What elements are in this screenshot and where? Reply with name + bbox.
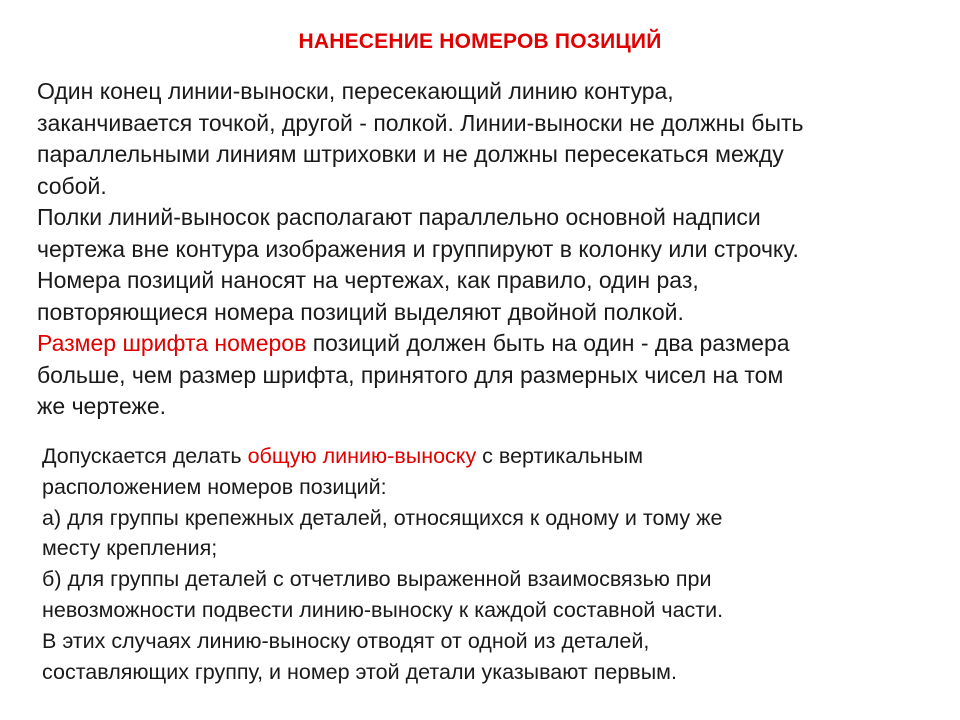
- text-line: параллельными линиям штриховки и не должны пересекаться между: [37, 141, 784, 167]
- highlight-font-size: Размер шрифта номеров: [37, 330, 307, 356]
- text-fragment: с вертикальным: [476, 444, 644, 468]
- list-item-b: б) для группы деталей с отчетливо выраженной взаимосвязью при: [42, 567, 712, 592]
- text-line: Полки линий-выносок располагают параллельно основной надписи: [37, 204, 761, 230]
- text-line: повторяющиеся номера позиций выделяют двойной полкой.: [37, 298, 684, 325]
- text-line-font-size: [37, 328, 937, 360]
- text-line: составляющих группу, и номер этой детали указывают первым.: [42, 659, 677, 684]
- text-line: чертежа вне контура изображения и группируют в колонку или строчку.: [37, 235, 799, 262]
- text-line: расположением номеров позиций:: [42, 474, 387, 499]
- text-line: месту крепления;: [42, 536, 218, 561]
- highlight-common-leader: общую линию-выноску: [247, 444, 477, 468]
- text-line: заканчивается точкой, другой - полкой. Линии-выноски не должны быть: [37, 109, 804, 136]
- slide-title: НАНЕСЕНИЕ НОМЕРОВ ПОЗИЦИЙ: [298, 30, 662, 53]
- text-line: же чертеже.: [37, 393, 167, 419]
- text-line: В этих случаях линию-выноску отводят от одной из деталей,: [42, 628, 650, 653]
- text-fragment: позиций должен быть на один - два размера: [306, 330, 790, 356]
- text-line: Один конец линии-выноски, пересекающий линию контура,: [37, 78, 674, 104]
- text-line: Номера позиций наносят на чертежах, как правило, один раз,: [37, 267, 699, 293]
- paragraph-block-leader-lines: [37, 76, 937, 423]
- text-line-common-leader: [42, 441, 922, 472]
- text-line: невозможности подвести линию-выноску к каждой составной части.: [42, 597, 724, 622]
- text-line: собой.: [37, 172, 107, 199]
- paragraph-block-common-leader: [42, 441, 922, 687]
- list-item-a: а) для группы крепежных деталей, относящихся к одному и тому же: [42, 505, 723, 530]
- text-line: больше, чем размер шрифта, принятого для размерных чисел на том: [37, 361, 784, 388]
- text-fragment: Допускается делать: [42, 444, 248, 468]
